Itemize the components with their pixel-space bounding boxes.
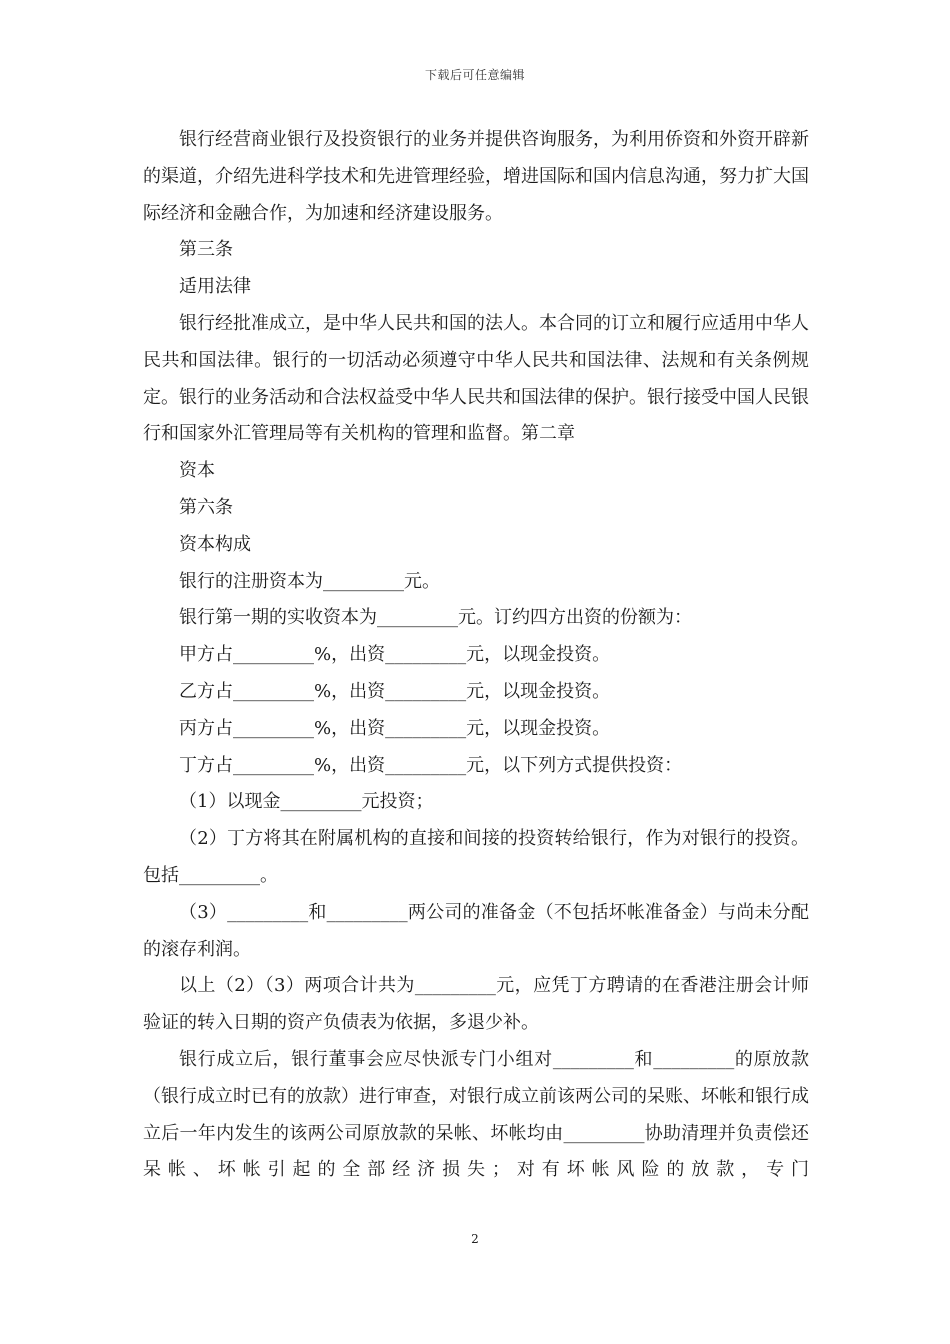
paragraph-applicable-law: 银行经批准成立，是中华人民共和国的法人。本合同的订立和履行应适用中华人民共和国法律。银行的一切活动必须遵守中华人民共和国法律、法规和有关条例规定。银行的业务活动和合法权益受中华人民共和国法律的保护。银行接受中国人民银行和国家外汇管理局等有关机构的管理和监督。第二章 <box>143 312 809 445</box>
paragraph-party-b-share: 乙方占_________%，出资_________元，以现金投资。 <box>179 680 611 702</box>
article-heading: 第三条 <box>179 239 233 261</box>
paragraph-business-scope: 银行经营商业银行及投资银行的业务并提供咨询服务，为利用侨资和外资开辟新的渠道，介绍先进科学技术和先进管理经验，增进国际和国内信息沟通，努力扩大国际经济和金融合作，为加速和经济建设服务。 <box>143 129 809 224</box>
paragraph-loan-review: 银行成立后，银行董事会应尽快派专门小组对_________和_________的原放款（银行成立时已有的放款）进行审查，对银行成立前该两公司的呆账、坏帐和银行成立后一年内发生的该两公司原放款的呆帐、坏帐均由_________协助清理并负责偿还呆帐、坏帐引起的全部经济损失；对有坏帐风险的放款，专门 <box>143 1048 809 1181</box>
list-item-cash-investment: （1）以现金_________元投资； <box>179 791 434 813</box>
page-number: 2 <box>471 1232 479 1246</box>
article-title: 适用法律 <box>179 276 251 298</box>
page-header: 下载后可任意编辑 <box>424 68 525 82</box>
article-heading: 第六条 <box>179 496 233 518</box>
list-item-affiliate-investment: （2）丁方将其在附属机构的直接和间接的投资转给银行，作为对银行的投资。包括_________。 <box>143 828 809 886</box>
paragraph-total-verification: 以上（2）（3）两项合计共为_________元，应凭丁方聘请的在香港注册会计师验证的转入日期的资产负债表为依据，多退少补。 <box>143 975 809 1034</box>
list-item-reserves: （3）_________和_________两公司的准备金（不包括坏帐准备金）与尚未分配的滚存利润。 <box>143 901 809 960</box>
paragraph-party-a-share: 甲方占_________%，出资_________元，以现金投资。 <box>179 644 611 666</box>
paragraph-party-c-share: 丙方占_________%，出资_________元，以现金投资。 <box>179 717 611 739</box>
paragraph-registered-capital: 银行的注册资本为_________元。 <box>179 570 440 592</box>
document-body <box>143 122 809 1189</box>
article-title: 资本构成 <box>179 533 251 555</box>
chapter-title: 资本 <box>179 460 215 482</box>
paragraph-party-d-share: 丁方占_________%，出资_________元，以下列方式提供投资： <box>179 754 683 776</box>
paragraph-paid-in-capital: 银行第一期的实收资本为_________元。订约四方出资的份额为： <box>179 607 692 629</box>
